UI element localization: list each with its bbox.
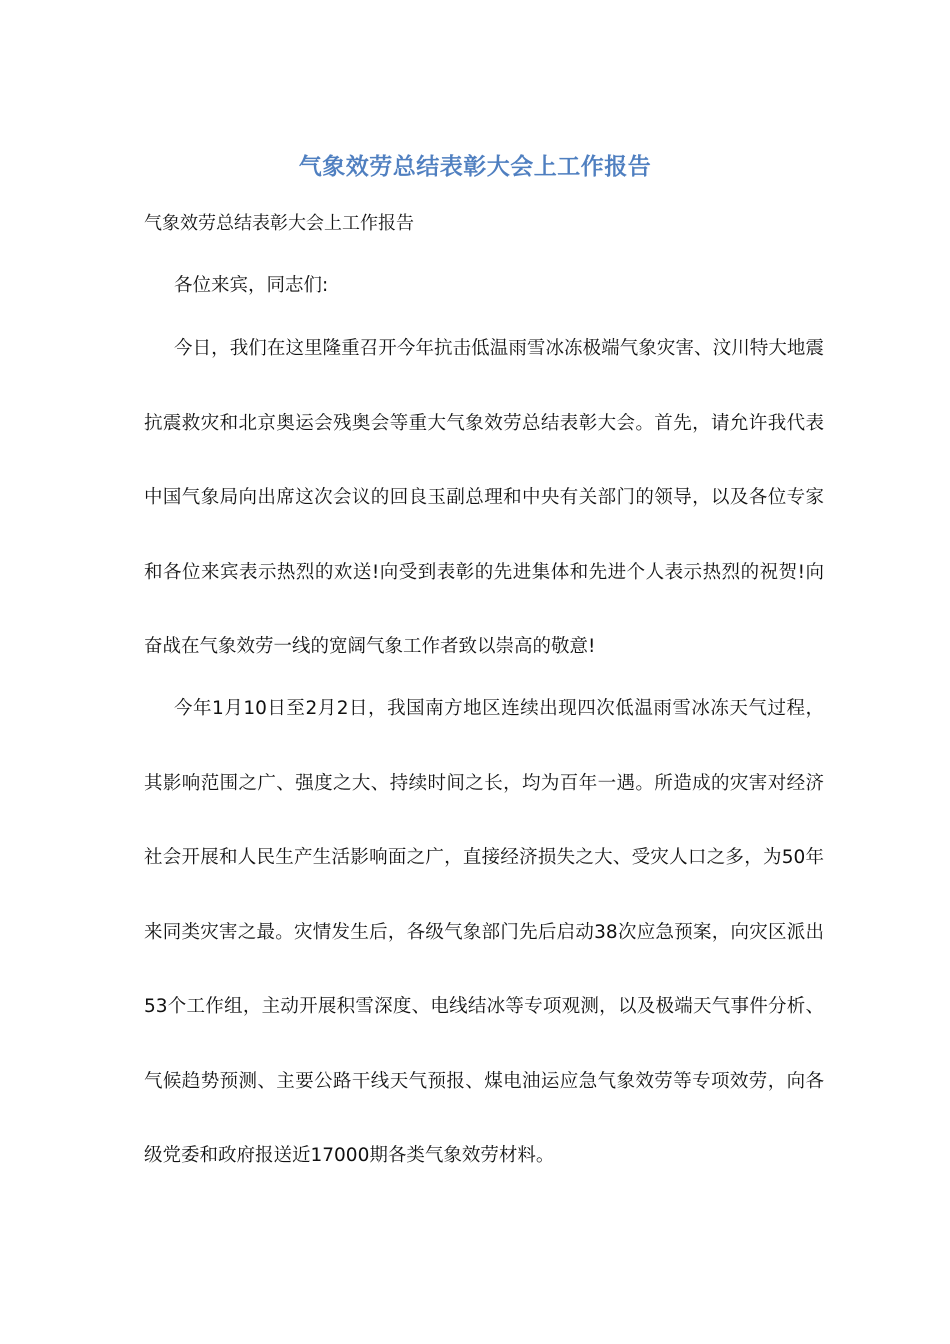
salutation: 各位来宾，同志们: (174, 275, 329, 296)
document-subtitle: 气象效劳总结表彰大会上工作报告 (144, 213, 414, 234)
document-title: 气象效劳总结表彰大会上工作报告 (298, 153, 652, 180)
paragraph-opening: 今日，我们在这里隆重召开今年抗击低温雨雪冰冻极端气象灾害、汶川特大地震抗震救灾和北京奥运会残奥会等重大气象效劳总结表彰大会。首先，请允许我代表中国气象局向出席这次会议的回良玉副总理和中央有关部门的领导，以及各位专家和各位来宾表示热烈的欢送!向受到表彰的先进集体和先进个人表示热烈的祝贺!向奋战在气象效劳一线的宽阔气象工作者致以崇高的敬意! (144, 338, 824, 657)
paragraph-disaster-summary: 今年1月10日至2月2日，我国南方地区连续出现四次低温雨雪冰冻天气过程，其影响范围之广、强度之大、持续时间之长，均为百年一遇。所造成的灾害对经济社会开展和人民生产生活影响面之广，直接经济损失之大、受灾人口之多，为50年来同类灾害之最。灾情发生后，各级气象部门先后启动38次应急预案，向灾区派出53个工作组，主动开展积雪深度、电线结冰等专项观测，以及极端天气事件分析、气候趋势预测、主要公路干线天气预报、煤电油运应急气象效劳等专项效劳，向各级党委和政府报送近17000期各类气象效劳材料。 (144, 698, 824, 1166)
